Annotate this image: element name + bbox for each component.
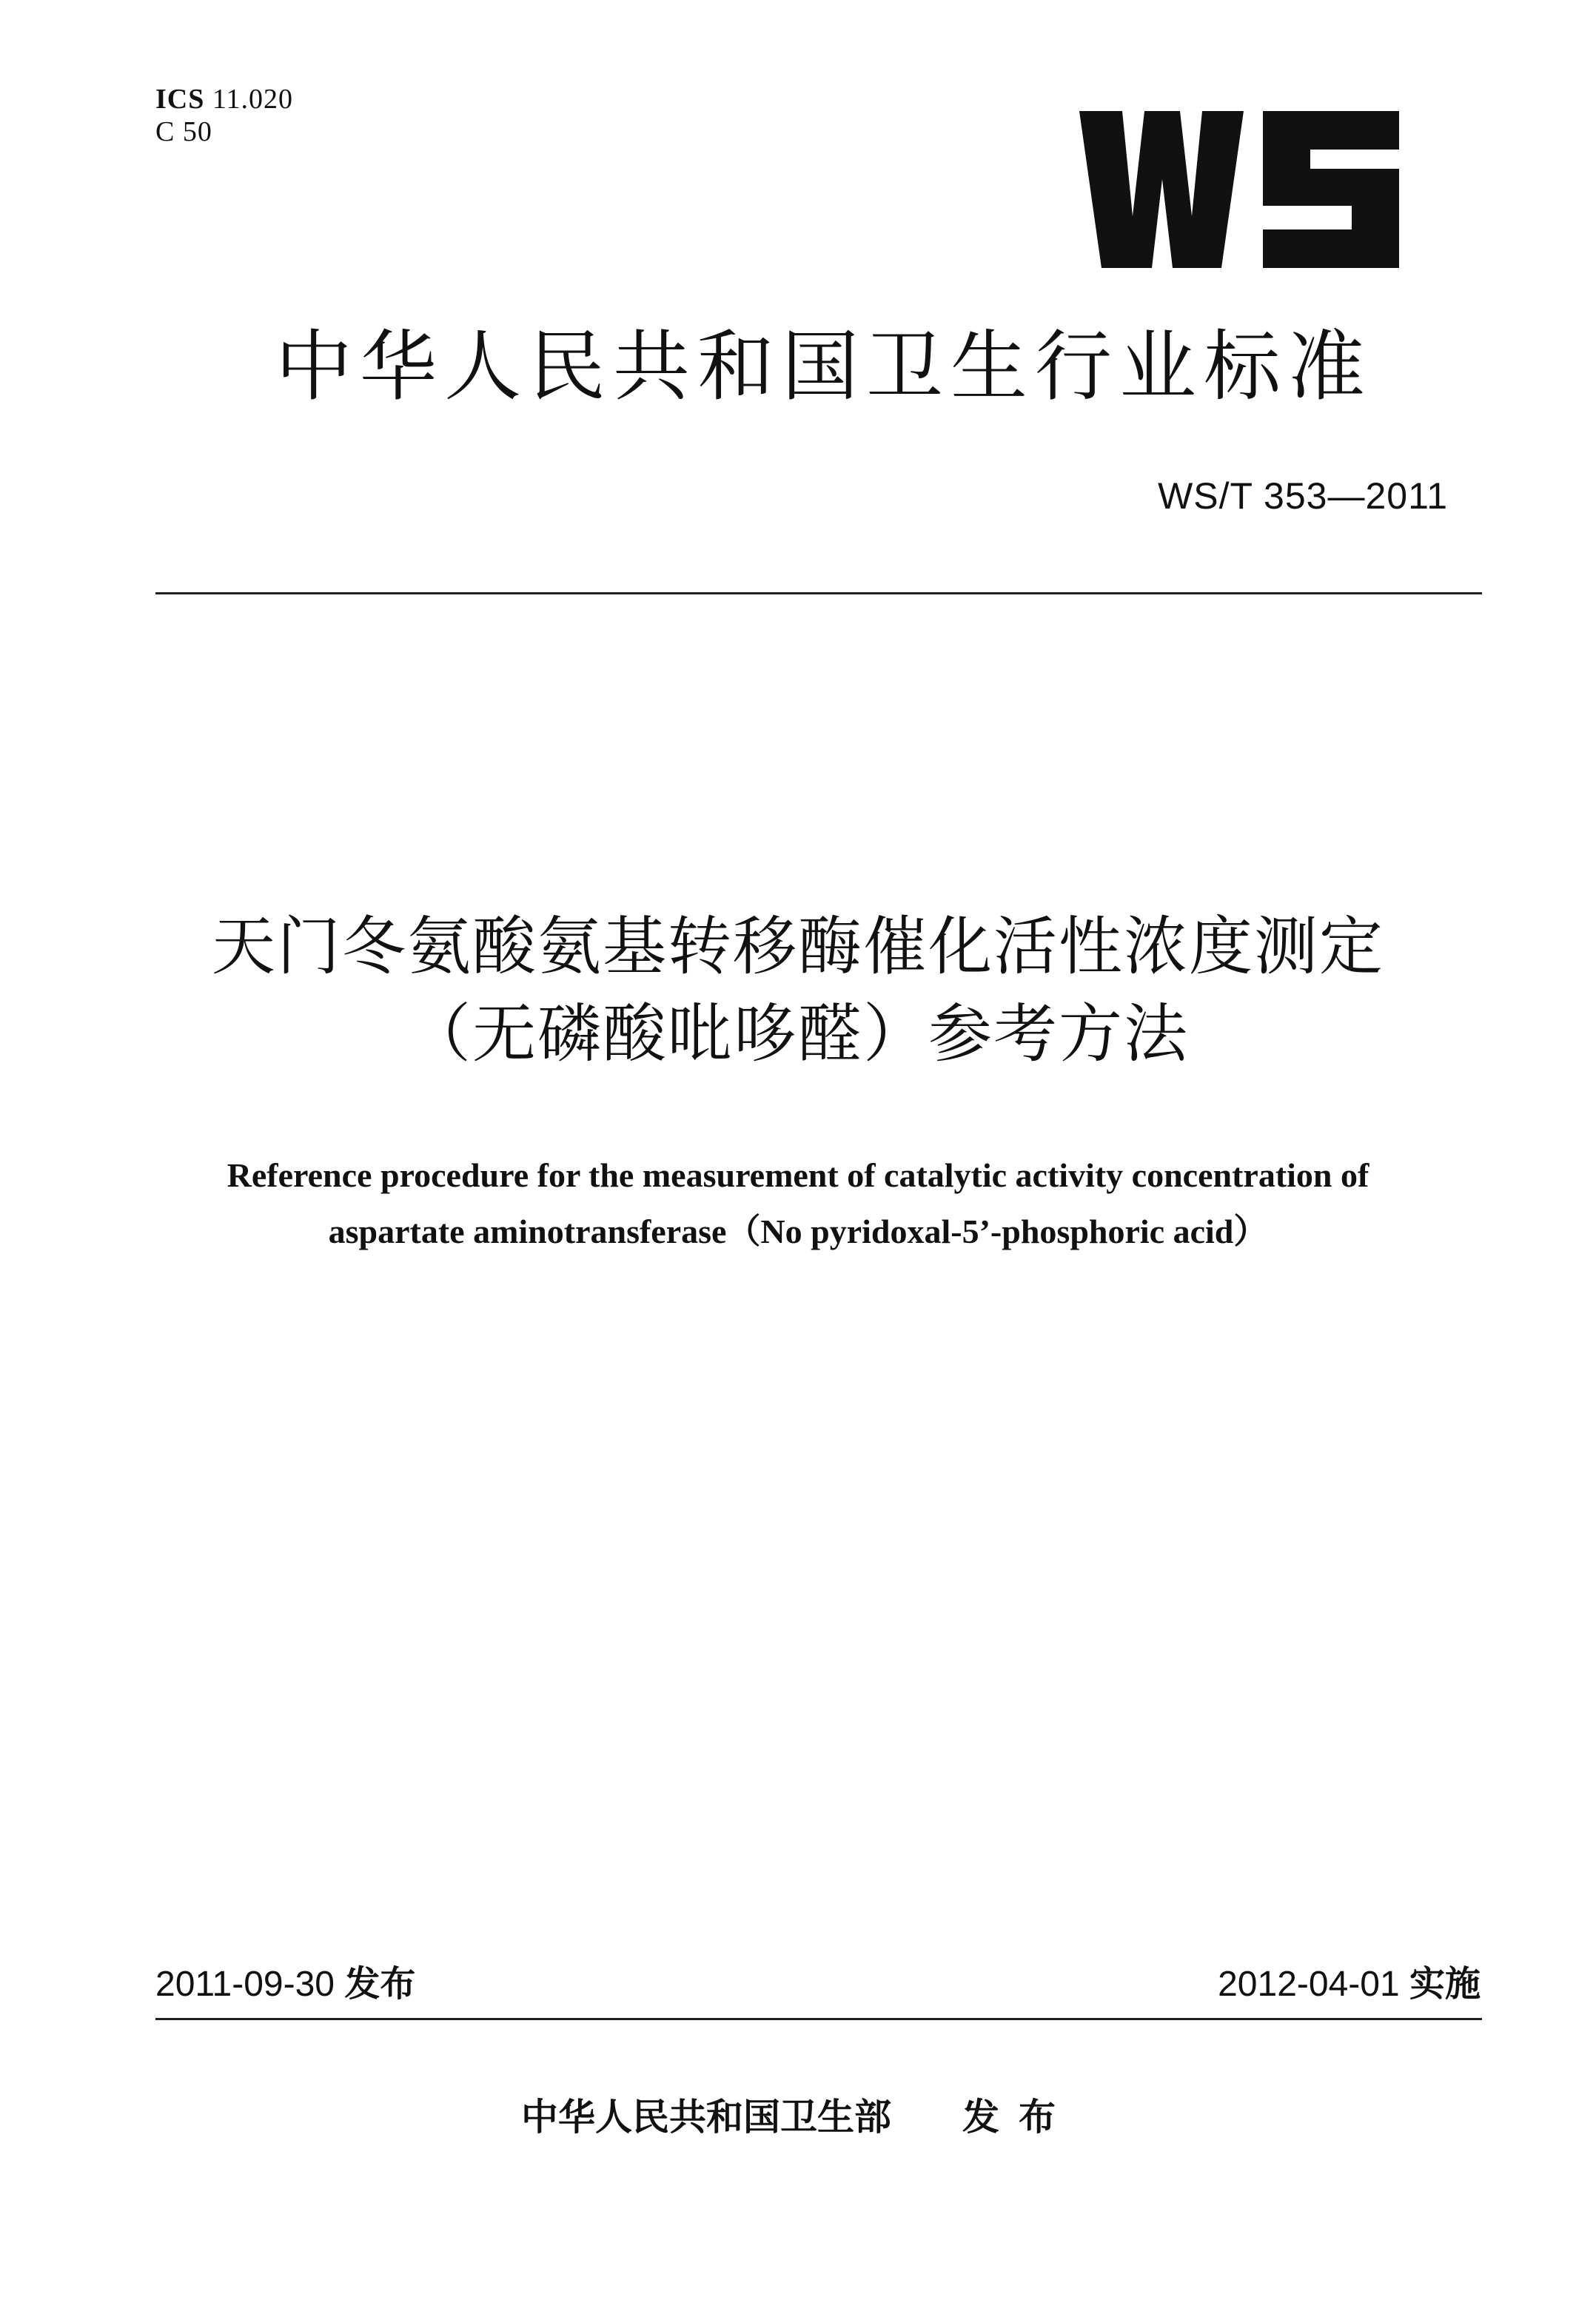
classification-codes (155, 83, 293, 148)
standard-number: WS/T 353—2011 (1158, 475, 1448, 517)
standard-title-cn (0, 903, 1596, 1078)
ccs-code: C 50 (155, 116, 212, 147)
header-divider (155, 592, 1482, 594)
publisher-name: 中华人民共和国卫生部 (521, 2096, 891, 2139)
title-en-line-1: Reference procedure for the measurement of catalytic activity concentration of (227, 1156, 1369, 1194)
ics-code: 11.020 (212, 84, 293, 115)
title-cn-line-2: （无磷酸吡哆醛）参考方法 (407, 997, 1189, 1071)
issue-date-label: 发布 (344, 1963, 416, 2005)
implementation-date-label: 实施 (1409, 1963, 1481, 2005)
title-en-line-2: aspartate aminotransferase（No pyridoxal-5’-phosphoric acid） (328, 1213, 1268, 1250)
publisher-action: 发布 (962, 2096, 1075, 2139)
ics-label: ICS (155, 84, 205, 115)
publisher (0, 2093, 1596, 2141)
ics-line (155, 83, 293, 115)
ws-logo (1079, 111, 1399, 268)
implementation-date (1218, 1962, 1481, 2007)
issue-date-value: 2011-09-30 (155, 1965, 335, 2004)
issue-date (155, 1962, 415, 2007)
standard-category: 中华人民共和国卫生行业标准 (275, 321, 1372, 412)
standard-title-en (0, 1147, 1596, 1260)
title-cn-line-1: 天门冬氨酸氨基转移酶催化活性浓度测定 (212, 910, 1384, 984)
implementation-date-value: 2012-04-01 (1218, 1965, 1400, 2004)
footer-divider (155, 2018, 1482, 2020)
